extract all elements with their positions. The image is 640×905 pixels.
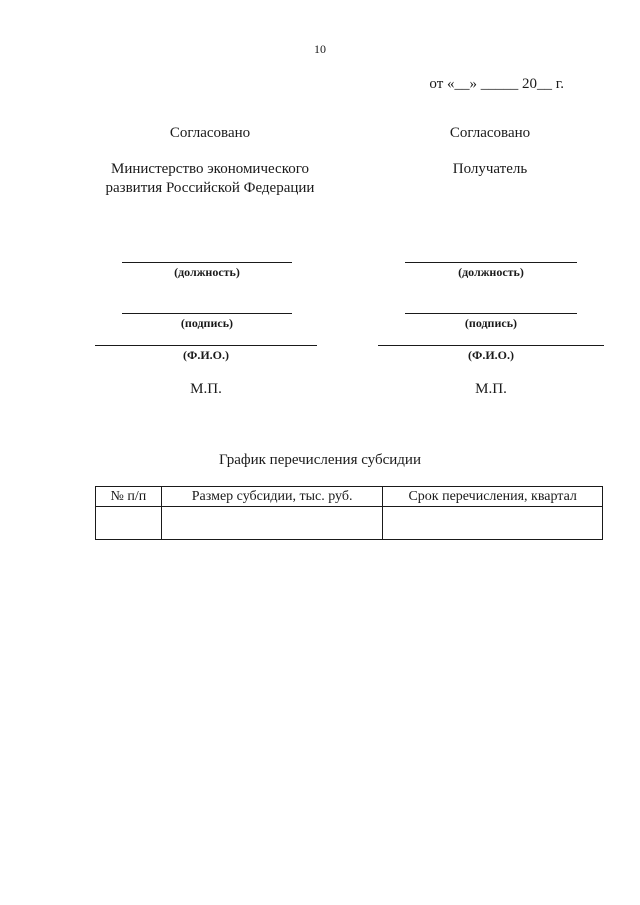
right-approval-heading: Согласовано [449, 125, 531, 141]
left-org-line-1: Министерство экономического [111, 161, 309, 177]
left-position-line [122, 262, 292, 263]
header-subsidy-amount: Размер субсидии, тыс. руб. [161, 487, 383, 507]
left-signature-caption: (подпись) [180, 316, 234, 330]
right-position-line [405, 262, 577, 263]
header-number: № п/п [96, 487, 162, 507]
schedule-table [95, 486, 603, 540]
left-org-line-2: развития Российской Федерации [105, 180, 315, 196]
left-position-caption: (должность) [174, 265, 240, 279]
right-stamp-place: М.П. [475, 381, 507, 397]
date-line: от «__» _____ 20__ г. [429, 76, 564, 92]
schedule-title: График перечисления субсидии [219, 452, 421, 468]
left-org-name [70, 160, 350, 198]
table-header-row [96, 487, 603, 507]
right-name-caption: (Ф.И.О.) [468, 348, 514, 362]
left-signature-line [122, 313, 292, 314]
right-signature-line [405, 313, 577, 314]
header-transfer-period: Срок перечисления, квартал [383, 487, 603, 507]
right-name-line [378, 345, 604, 346]
right-position-caption: (должность) [458, 265, 524, 279]
left-approval-heading: Согласовано [169, 125, 251, 141]
cell-number [96, 507, 162, 540]
page-number: 10 [314, 42, 326, 56]
left-stamp-place: М.П. [190, 381, 222, 397]
left-name-line [95, 345, 317, 346]
left-name-caption: (Ф.И.О.) [183, 348, 229, 362]
right-org-name: Получатель [452, 161, 528, 177]
table-row [96, 507, 603, 540]
right-signature-caption: (подпись) [464, 316, 518, 330]
cell-transfer-period [383, 507, 603, 540]
cell-subsidy-amount [161, 507, 383, 540]
